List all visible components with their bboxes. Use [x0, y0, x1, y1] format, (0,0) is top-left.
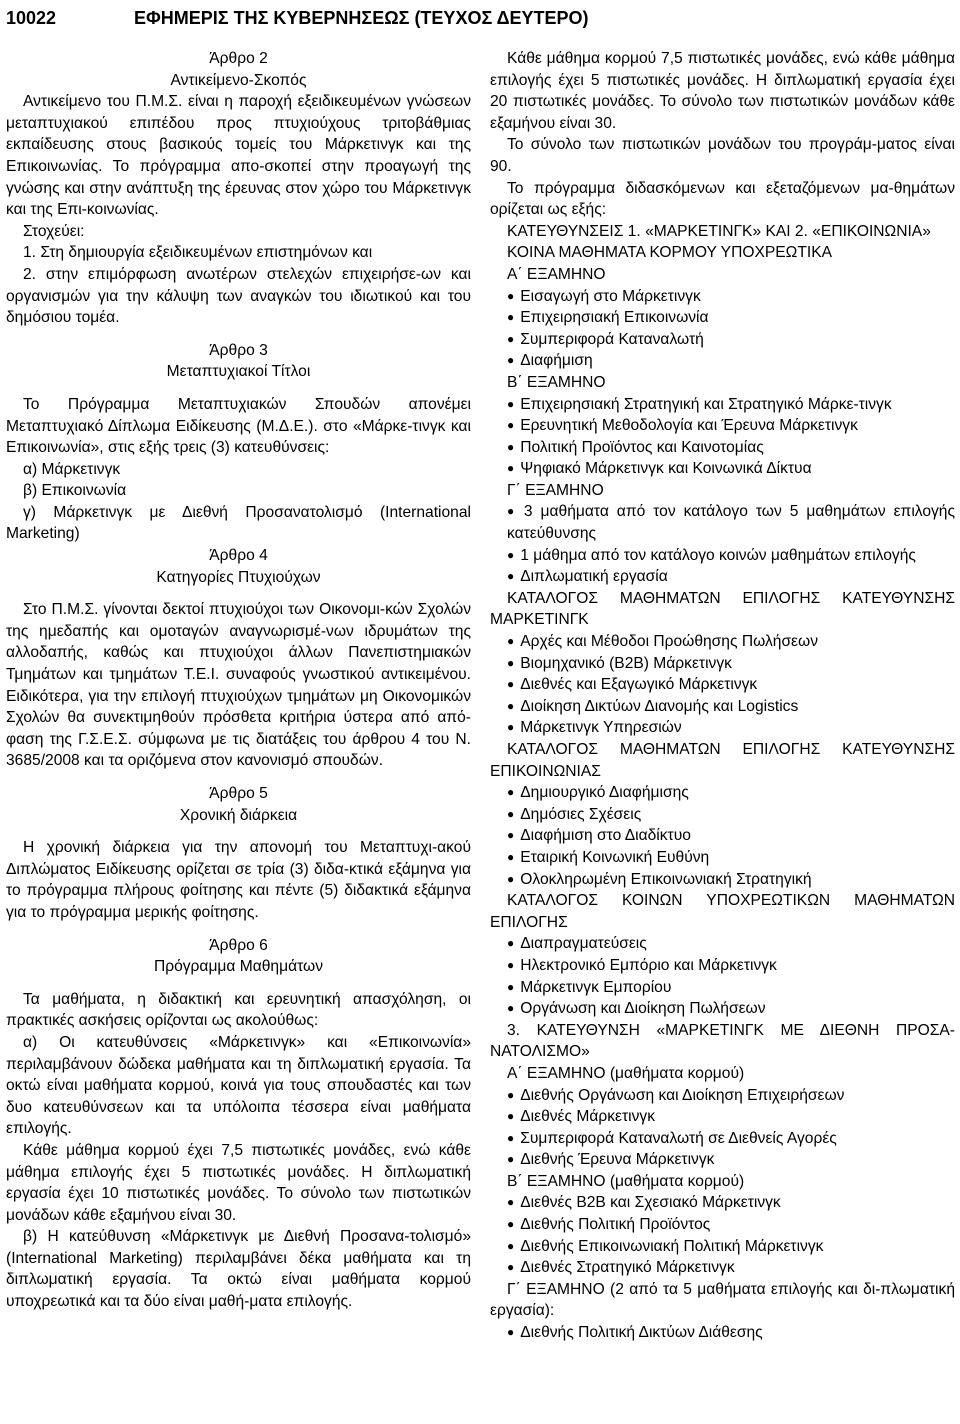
total-credits-paragraph: Το σύνολο των πιστωτικών μονάδων του προγράμ-ματος είναι 90. — [490, 136, 955, 175]
direction-3-title: 3. ΚΑΤΕΥΘΥΝΣΗ «ΜΑΡΚΕΤΙΝΓΚ ΜΕ ΔΙΕΘΝΗ ΠΡΟΣΑ-ΝΑΤΟΛΙΣΜΟ» — [490, 1021, 955, 1061]
list-item: ● Ολοκληρωμένη Επικοινωνιακή Στρατηγική — [490, 869, 955, 891]
list-item: ● 3 μαθήματα από τον κατάλογο των 5 μαθημάτων επιλογής κατεύθυνσης — [490, 501, 955, 544]
list-item: ● Διεθνής Επικοινωνιακή Πολιτική Μάρκετινγκ — [490, 1236, 955, 1258]
list-item: ● Επιχειρησιακή Στρατηγική και Στρατηγικό Μάρκε-τινγκ — [490, 394, 955, 416]
article-2-goal-1: 1. Στη δημιουργία εξειδικευμένων επιστημόνων και — [23, 244, 373, 262]
article-6-paragraph-3: Κάθε μάθημα κορμού έχει 7,5 πιστωτικές μονάδες, ενώ κάθε μάθημα επιλογής έχει 5 πιστωτικές μονάδες. Η διπλωματική εργασία έχει 10 πιστωτικές μονάδες. Το σύνολο των πιστωτικών μονάδων κάθε εξαμήνου είναι 30. — [6, 1141, 471, 1224]
list-item: ● Ηλεκτρονικό Εμπόριο και Μάρκετινγκ — [490, 955, 955, 977]
list-item: ● 1 μάθημα από τον κατάλογο κοινών μαθημάτων επιλογής — [490, 545, 955, 567]
semester-c-title: Γ΄ ΕΞΑΜΗΝΟ — [507, 481, 604, 499]
article-3-paragraph: Το Πρόγραμμα Μεταπτυχιακών Σπουδών απονέμει Μεταπτυχιακό Δίπλωμα Ειδίκευσης (Μ.Δ.Ε.). στο «Μάρκε-τινγκ και Επικοινωνία», στις εξής τρεις (3) κατευθύνσεις: — [6, 395, 471, 457]
directions-1-2-title: ΚΑΤΕΥΘΥΝΣΕΙΣ 1. «ΜΑΡΚΕΤΙΝΓΚ» ΚΑΙ 2. «ΕΠΙΚΟΙΝΩΝΙΑ» — [507, 222, 931, 240]
article-2-heading: Άρθρο 2 — [209, 50, 268, 67]
article-3-item-b: β) Επικοινωνία — [23, 482, 127, 500]
article-5-subheading: Χρονική διάρκεια — [179, 806, 298, 824]
article-3-heading: Άρθρο 3 — [209, 341, 268, 359]
list-item: ● Μάρκετινγκ Εμπορίου — [490, 977, 955, 999]
list-item: ● Διεθνές Μάρκετινγκ — [490, 1106, 955, 1128]
article-5-paragraph: Η χρονική διάρκεια για την απονομή του Μεταπτυχι-ακού Διπλώματος Ειδίκευσης ορίζεται σε τρία (3) διδα-κτικά εξάμηνα για το πρόγραμμα πλήρους φοίτησης και πέντε (5) διδακτικά εξάμηνα για το πρόγραμμα μερικής φοίτησης. — [6, 839, 471, 921]
article-5-heading: Άρθρο 5 — [209, 785, 268, 802]
marketing-electives-title: ΚΑΤΑΛΟΓΟΣ ΜΑΘΗΜΑΤΩΝ ΕΠΙΛΟΓΗΣ ΚΑΤΕΥΘΥΝΣΗΣ ΜΑΡΚΕΤΙΝΓΚ — [490, 589, 955, 629]
left-column — [6, 48, 471, 1313]
article-6-subheading: Πρόγραμμα Μαθημάτων — [153, 958, 324, 976]
list-item: ● Αρχές και Μέθοδοι Προώθησης Πωλήσεων — [490, 631, 955, 653]
article-3-subheading: Μεταπτυχιακοί Τίτλοι — [166, 363, 311, 381]
list-item: ● Βιομηχανικό (Β2Β) Μάρκετινγκ — [490, 653, 955, 675]
list-item: ● Διοίκηση Δικτύων Διανομής και Logistics — [490, 696, 955, 718]
page-number: 10022 — [6, 8, 57, 28]
common-electives-title: ΚΑΤΑΛΟΓΟΣ ΚΟΙΝΩΝ ΥΠΟΧΡΕΩΤΙΚΩΝ ΜΑΘΗΜΑΤΩΝ ΕΠΙΛΟΓΗΣ — [490, 892, 955, 931]
article-4-subheading: Κατηγορίες Πτυχιούχων — [156, 568, 321, 586]
list-item: ● Εισαγωγή στο Μάρκετινγκ — [490, 286, 955, 308]
article-3-item-c: γ) Μάρκετινγκ με Διεθνή Προσανατολισμό (International Marketing) — [6, 503, 471, 543]
list-item: ● Διεθνές και Εξαγωγικό Μάρκετινγκ — [490, 674, 955, 696]
list-item: ● Ψηφιακό Μάρκετινγκ και Κοινωνικά Δίκτυα — [490, 458, 955, 480]
direction-3-semester-b-title: Β΄ ΕΞΑΜΗΝΟ (μαθήματα κορμού) — [507, 1172, 745, 1190]
article-2-goals-label: Στοχεύει: — [23, 222, 85, 240]
article-2-paragraph: Αντικείμενο του Π.Μ.Σ. είναι η παροχή εξειδικευμένων γνώσεων μεταπτυχιακού επιπέδου προς πτυχιούχους τριτοβάθμιας εκπαίδευσης στους βασικούς τομείς του Μάρκετινγκ και της Επικοινωνίας. Το πρόγραμμα απο-σκοπεί στην προαγωγή της γνώσης και στην ανάπτυξη της έρευνας στον χώρο του Μάρκετινγκ και της Επι-κοινωνίας. — [6, 93, 471, 219]
list-item: ● Μάρκετινγκ Υπηρεσιών — [490, 717, 955, 739]
direction-3-semester-c-title: Γ΄ ΕΞΑΜΗΝΟ (2 από τα 5 μαθήματα επιλογής και δι-πλωματική εργασία): — [490, 1280, 955, 1320]
core-courses-title: ΚΟΙΝΑ ΜΑΘΗΜΑΤΑ ΚΟΡΜΟΥ ΥΠΟΧΡΕΩΤΙΚΑ — [507, 244, 832, 262]
list-item: ● Διαφήμιση — [490, 350, 955, 372]
article-2-subheading: Αντικείμενο-Σκοπός — [170, 71, 307, 89]
page-header — [6, 4, 956, 34]
list-item: ● Διεθνής Πολιτική Δικτύων Διάθεσης — [490, 1322, 955, 1344]
list-item: ● Διεθνής Πολιτική Προϊόντος — [490, 1214, 955, 1236]
semester-b-title: Β΄ ΕΞΑΜΗΝΟ — [507, 373, 606, 391]
list-item: ● Διεθνές Στρατηγικό Μάρκετινγκ — [490, 1257, 955, 1279]
list-item: ● Διεθνής Έρευνα Μάρκετινγκ — [490, 1149, 955, 1171]
list-item: ● Δημιουργικό Διαφήμισης — [490, 782, 955, 804]
credits-paragraph: Κάθε μάθημα κορμού 7,5 πιστωτικές μονάδες, ενώ κάθε μάθημα επιλογής έχει 5 πιστωτικές μονάδες. Η διπλωματική εργασία έχει 20 πιστωτικές μονάδες. Το σύνολο των πιστωτικών μονάδων κάθε εξαμήνου είναι 30. — [490, 50, 955, 132]
article-6-paragraph-1: Τα μαθήματα, η διδακτική και ερευνητική απασχόληση, οι πρακτικές ασκήσεις ορίζονται ως ακολούθως: — [6, 990, 471, 1030]
semester-a-title: Α΄ ΕΞΑΜΗΝΟ — [507, 265, 606, 283]
gazette-title: ΕΦΗΜΕΡΙΣ ΤΗΣ ΚΥΒΕΡΝΗΣΕΩΣ (ΤΕΥΧΟΣ ΔΕΥΤΕΡΟ) — [134, 8, 589, 28]
list-item: ● Διεθνής Οργάνωση και Διοίκηση Επιχειρήσεων — [490, 1085, 955, 1107]
list-item: ● Συμπεριφορά Καταναλωτή σε Διεθνείς Αγορές — [490, 1128, 955, 1150]
list-item: ● Διπλωματική εργασία — [490, 566, 955, 588]
article-6-paragraph-2: α) Οι κατευθύνσεις «Μάρκετινγκ» και «Επικοινωνία» περιλαμβάνουν δώδεκα μαθήματα και τη διπλωματική εργασία. Τα οκτώ είναι μαθήματα κορμού, κοινά για τους σπουδαστές και των δυο κατευθύνσεων και τα υπόλοιπα τέσσερα είναι μαθήματα επιλογής. — [6, 1033, 471, 1138]
article-6-paragraph-4: β) Η κατεύθυνση «Μάρκετινγκ με Διεθνή Προσανα-τολισμό» (International Marketing) περιλαμβάνει δέκα μαθήματα και τη διπλωματική εργασία. Τα οκτώ είναι μαθήματα κορμού υποχρεωτικά και τα δύο είναι μαθή-ματα επιλογής. — [6, 1228, 471, 1311]
list-item: ● Συμπεριφορά Καταναλωτή — [490, 329, 955, 351]
list-item: ● Διεθνές Β2Β και Σχεσιακό Μάρκετινγκ — [490, 1192, 955, 1214]
list-item: ● Διαπραγματεύσεις — [490, 933, 955, 955]
list-item: ● Δημόσιες Σχέσεις — [490, 804, 955, 826]
list-item: ● Διαφήμιση στο Διαδίκτυο — [490, 825, 955, 847]
list-item: ● Οργάνωση και Διοίκηση Πωλήσεων — [490, 998, 955, 1020]
list-item: ● Εταιρική Κοινωνική Ευθύνη — [490, 847, 955, 869]
article-4-paragraph: Στο Π.Μ.Σ. γίνονται δεκτοί πτυχιούχοι των Οικονομι-κών Σχολών της ημεδαπής και ομοταγών αναγνωρισμέ-νων ιδρυμάτων της αλλοδαπής, καθώς και πτυχιούχοι άλλων Πανεπιστημιακών Τμημάτων και τμημάτων Τ.Ε.Ι. συναφούς γνωστικού αντικειμένου. Ειδικότερα, για την επιλογή πτυχιούχων τμημάτων μη Οικονομικών Σχολών θα συνεκτιμηθούν πρόσθετα κριτήρια ύστερα από από-φαση της Γ.Σ.Ε.Σ. σύμφωνα με τις διατάξεις του άρθρου 4 του Ν. 3685/2008 και τα οριζόμενα στον κανονισμό σπουδών. — [6, 601, 471, 770]
direction-3-semester-a-title: Α΄ ΕΞΑΜΗΝΟ (μαθήματα κορμού) — [507, 1064, 745, 1082]
article-4-heading: Άρθρο 4 — [209, 547, 268, 565]
article-3-item-a: α) Μάρκετινγκ — [23, 460, 121, 478]
article-2-goal-2: 2. στην επιμόρφωση ανωτέρων στελεχών επιχειρήσε-ων και οργανισμών για την κάλυψη των αναγκών του ιδιωτικού και του δημόσιου τομέα. — [6, 265, 471, 327]
list-item: ● Επιχειρησιακή Επικοινωνία — [490, 307, 955, 329]
program-intro-paragraph: Το πρόγραμμα διδασκόμενων και εξεταζόμενων μα-θημάτων ορίζεται ως εξής: — [490, 179, 955, 219]
communication-electives-title: ΚΑΤΑΛΟΓΟΣ ΜΑΘΗΜΑΤΩΝ ΕΠΙΛΟΓΗΣ ΚΑΤΕΥΘΥΝΣΗΣ ΕΠΙΚΟΙΝΩΝΙΑΣ — [490, 741, 955, 780]
right-column — [490, 48, 955, 1344]
list-item: ● Πολιτική Προϊόντος και Καινοτομίας — [490, 437, 955, 459]
list-item: ● Ερευνητική Μεθοδολογία και Έρευνα Μάρκετινγκ — [490, 415, 955, 437]
article-6-heading: Άρθρο 6 — [209, 936, 268, 954]
